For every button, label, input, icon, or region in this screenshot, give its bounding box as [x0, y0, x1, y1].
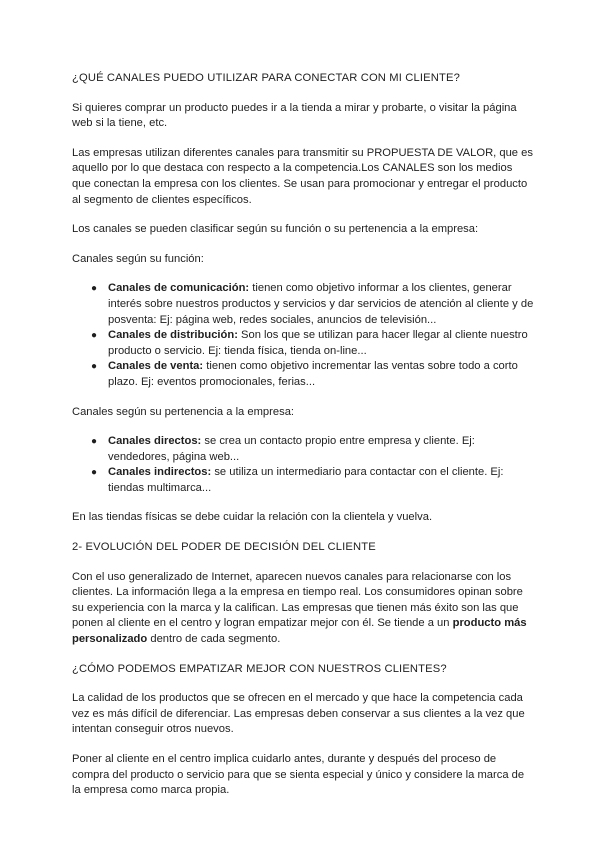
bullet-icon: ●: [91, 361, 98, 373]
list-item-term: Canales directos: [108, 435, 198, 448]
list-item-separator: :: [234, 329, 238, 342]
paragraph-segun-pertenencia: Canales según su pertenencia a la empresa:: [72, 405, 295, 418]
list-canales-funcion: [72, 281, 534, 390]
paragraph-cliente-centro: Poner al cliente en el centro implica cuidarlo antes, durante y después del proceso de compra del producto o servicio para que se sienta especial y único y considere la marca de la empresa como marca propia.: [72, 753, 525, 797]
bullet-icon: ●: [91, 467, 98, 479]
list-item-separator: :: [197, 435, 202, 448]
list-item-distribucion: [91, 328, 534, 359]
bullet-icon: ●: [91, 330, 98, 342]
list-item-comunicacion: [91, 281, 534, 328]
list-item-term: Canales indirectos: [108, 466, 208, 479]
section-heading-evolucion: 2- EVOLUCIÓN DEL PODER DE DECISIÓN DEL CLIENTE: [72, 541, 376, 554]
list-item-separator: :: [245, 282, 250, 295]
list-canales-pertenencia: [72, 434, 534, 496]
list-item-separator: :: [207, 466, 212, 479]
paragraph-internet-emphasis: producto más personalizado: [72, 617, 527, 646]
list-item-term: Canales de distribución: [108, 329, 235, 342]
paragraph-propuesta-valor: Las empresas utilizan diferentes canales para transmitir su PROPUESTA DE VALOR, que es aquello por lo que destaca con respecto a la competencia.Los CANALES son los medios que conectan la empresa con los clientes. Se usan para promocionar y entregar el producto al segmento de clientes específicos.: [72, 146, 533, 206]
paragraph-comprar-producto: Si quieres comprar un producto puedes ir a la tienda a mirar y probarte, o visitar la página web si la tiene, etc.: [72, 101, 517, 130]
list-item-text: Son los que se utilizan para hacer llegar al cliente nuestro producto o servicio. Ej: tienda física, tienda on-line...: [108, 329, 528, 357]
paragraph-internet-end: dentro de cada segmento.: [147, 633, 281, 646]
list-item-text: tienen como objetivo incrementar las ventas sobre todo a corto plazo. Ej: eventos promocionales, ferias...: [108, 360, 518, 388]
bullet-icon: ●: [91, 283, 98, 295]
list-item-directos: [91, 434, 534, 465]
list-item-indirectos: [91, 465, 534, 496]
list-item-term: Canales de venta: [108, 360, 200, 373]
document-body: [72, 71, 534, 813]
paragraph-internet-text: Con el uso generalizado de Internet, aparecen nuevos canales para relacionarse con los clientes. La información llega a la empresa en tiempo real. Los consumidores opinan sobre su experiencia con la marca y la califican. Las empresas que tienen más éxito son las que ponen al cliente en el centro y logran empatizar mejor con él. Se tiende a un: [72, 570, 523, 630]
paragraph-segun-funcion: Canales según su función:: [72, 252, 204, 265]
list-item-text: se crea un contacto propio entre empresa y cliente. Ej: vendedores, página web...: [108, 435, 475, 463]
paragraph-internet: [72, 570, 534, 648]
list-item-venta: [91, 359, 534, 390]
section-heading-empatizar: ¿CÓMO PODEMOS EMPATIZAR MEJOR CON NUESTROS CLIENTES?: [72, 662, 447, 675]
bullet-icon: ●: [91, 436, 98, 448]
paragraph-tiendas-fisicas: En las tiendas físicas se debe cuidar la relación con la clientela y vuelva.: [72, 511, 433, 524]
section-heading-canales: ¿QUÉ CANALES PUEDO UTILIZAR PARA CONECTAR CON MI CLIENTE?: [72, 72, 460, 84]
list-item-text: se utiliza un intermediario para contactar con el cliente. Ej: tiendas multimarca...: [108, 466, 504, 494]
list-item-term: Canales de comunicación: [108, 282, 246, 295]
paragraph-clasificacion: Los canales se pueden clasificar según su función o su pertenencia a la empresa:: [72, 223, 479, 236]
list-item-separator: :: [199, 360, 204, 373]
paragraph-calidad: La calidad de los productos que se ofrecen en el mercado y que hace la competencia cada vez es más difícil de diferenciar. Las empresas deben conservar a sus clientes a la vez que intentan conseguir otros nuevos.: [72, 692, 525, 736]
list-item-text: tienen como objetivo informar a los clientes, generar interés sobre nuestros productos y servicios y dar servicios de atención al cliente y de posventa: Ej: página web, redes sociales, anuncios de televisión...: [108, 282, 534, 326]
